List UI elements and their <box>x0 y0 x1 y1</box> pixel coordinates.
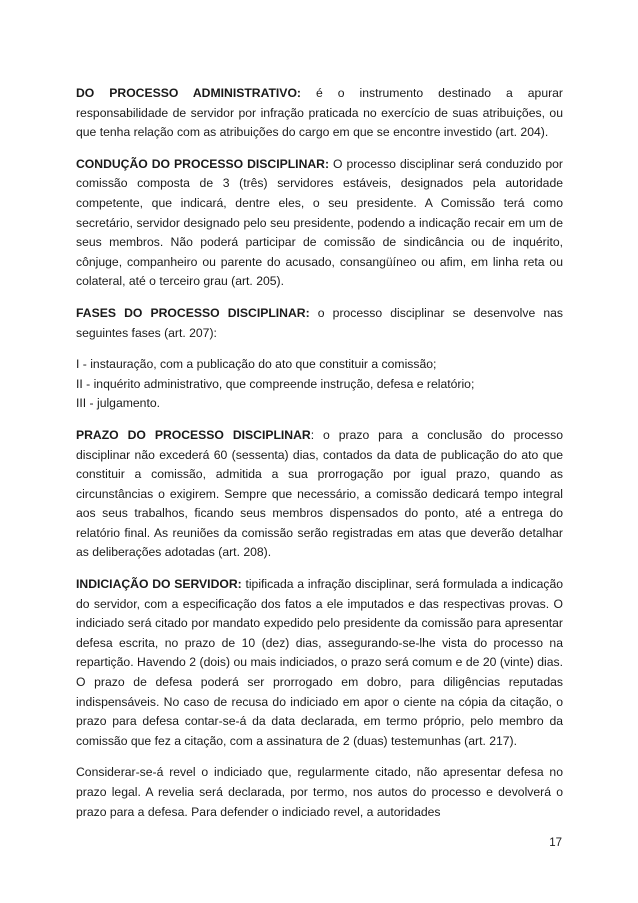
text-processo-administrativo: é o instrumento destinado a apurar responsabilidade de servidor por infração praticada no exercício de suas atribuições, ou que tenha relação com as atribuições do cargo em que se encontre investido (art. 204). <box>76 86 563 140</box>
text-revel: Considerar-se-á revel o indiciado que, regularmente citado, não apresentar defesa no prazo legal. A revelia será declarada, por termo, nos autos do processo e devolverá o prazo para a defesa. Para defender o indiciado revel, a autoridades <box>76 765 563 819</box>
list-fases <box>76 355 563 414</box>
text-indiciacao: tipificada a infração disciplinar, será formulada a indicação do servidor, com a especificação dos fatos a ele imputados e das respectivas provas. O indiciado será citado por mandato expedido pelo presidente da comissão para apresentar defesa escrita, no prazo de 10 (dez) dias, assegurando-se-lhe vista do processo na repartição. Havendo 2 (dois) ou mais indiciados, o prazo será comum e de 20 (vinte) dias. O prazo de defesa poderá ser prorrogado em dobro, para diligências reputadas indispensáveis. No caso de recusa do indiciado em apor o ciente na cópia da citação, o prazo para defesa contar-se-á da data declarada, em termo próprio, pelo membro da comissão que fez a citação, com a assinatura de 2 (duas) testemunhas (art. 217). <box>76 577 563 748</box>
text-fases: o processo disciplinar se desenvolve nas seguintes fases (art. 207): <box>76 305 564 340</box>
heading-fases: FASES DO PROCESSO DISCIPLINAR: <box>76 305 310 320</box>
text-prazo: : o prazo para a conclusão do processo disciplinar não excederá 60 (sessenta) dias, contados da data de publicação do ato que constituir a comissão, admitida a sua prorrogação por igual prazo, quando as circunstâncias o exigirem. Sempre que necessário, a comissão dedicará tempo integral aos seus trabalhos, ficando seus membros dispensados do ponto, até a entrega do relatório final. As reuniões da comissão serão registradas em atas que deverão detalhar as deliberações adotadas (art. 208). <box>76 427 563 560</box>
list-item-inquerito: II - inquérito administrativo, que compreende instrução, defesa e relatório; <box>76 376 475 391</box>
heading-processo-administrativo: DO PROCESSO ADMINISTRATIVO: <box>76 86 301 100</box>
text-conducao: O processo disciplinar será conduzido por comissão composta de 3 (três) servidores estáveis, designados pela autoridade competente, que indicará, dentre eles, o seu presidente. A Comissão terá como secretário, servidor designado pelo seu presidente, podendo a indicação recair em um de seus membros. Não poderá participar de comissão de sindicância ou de inquérito, cônjuge, companheiro ou parente do acusado, consangüíneo ou afim, em linha reta ou colateral, até o terceiro grau (art. 205). <box>76 156 563 289</box>
heading-indiciacao: INDICIAÇÃO DO SERVIDOR: <box>76 577 242 592</box>
paragraph-fases <box>76 304 563 343</box>
paragraph-revel <box>76 763 563 822</box>
paragraph-indiciacao <box>76 575 563 751</box>
page-number: 17 <box>549 837 562 849</box>
heading-conducao: CONDUÇÃO DO PROCESSO DISCIPLINAR: <box>76 156 330 171</box>
heading-prazo: PRAZO DO PROCESSO DISCIPLINAR <box>76 427 311 442</box>
list-item-instauracao: I - instauração, com a publicação do ato que constituir a comissão; <box>76 357 437 372</box>
list-item-julgamento: III - julgamento. <box>76 396 160 411</box>
paragraph-conducao <box>76 155 563 292</box>
paragraph-processo-administrativo <box>76 84 563 143</box>
paragraph-prazo <box>76 426 563 563</box>
document-page <box>76 84 563 834</box>
